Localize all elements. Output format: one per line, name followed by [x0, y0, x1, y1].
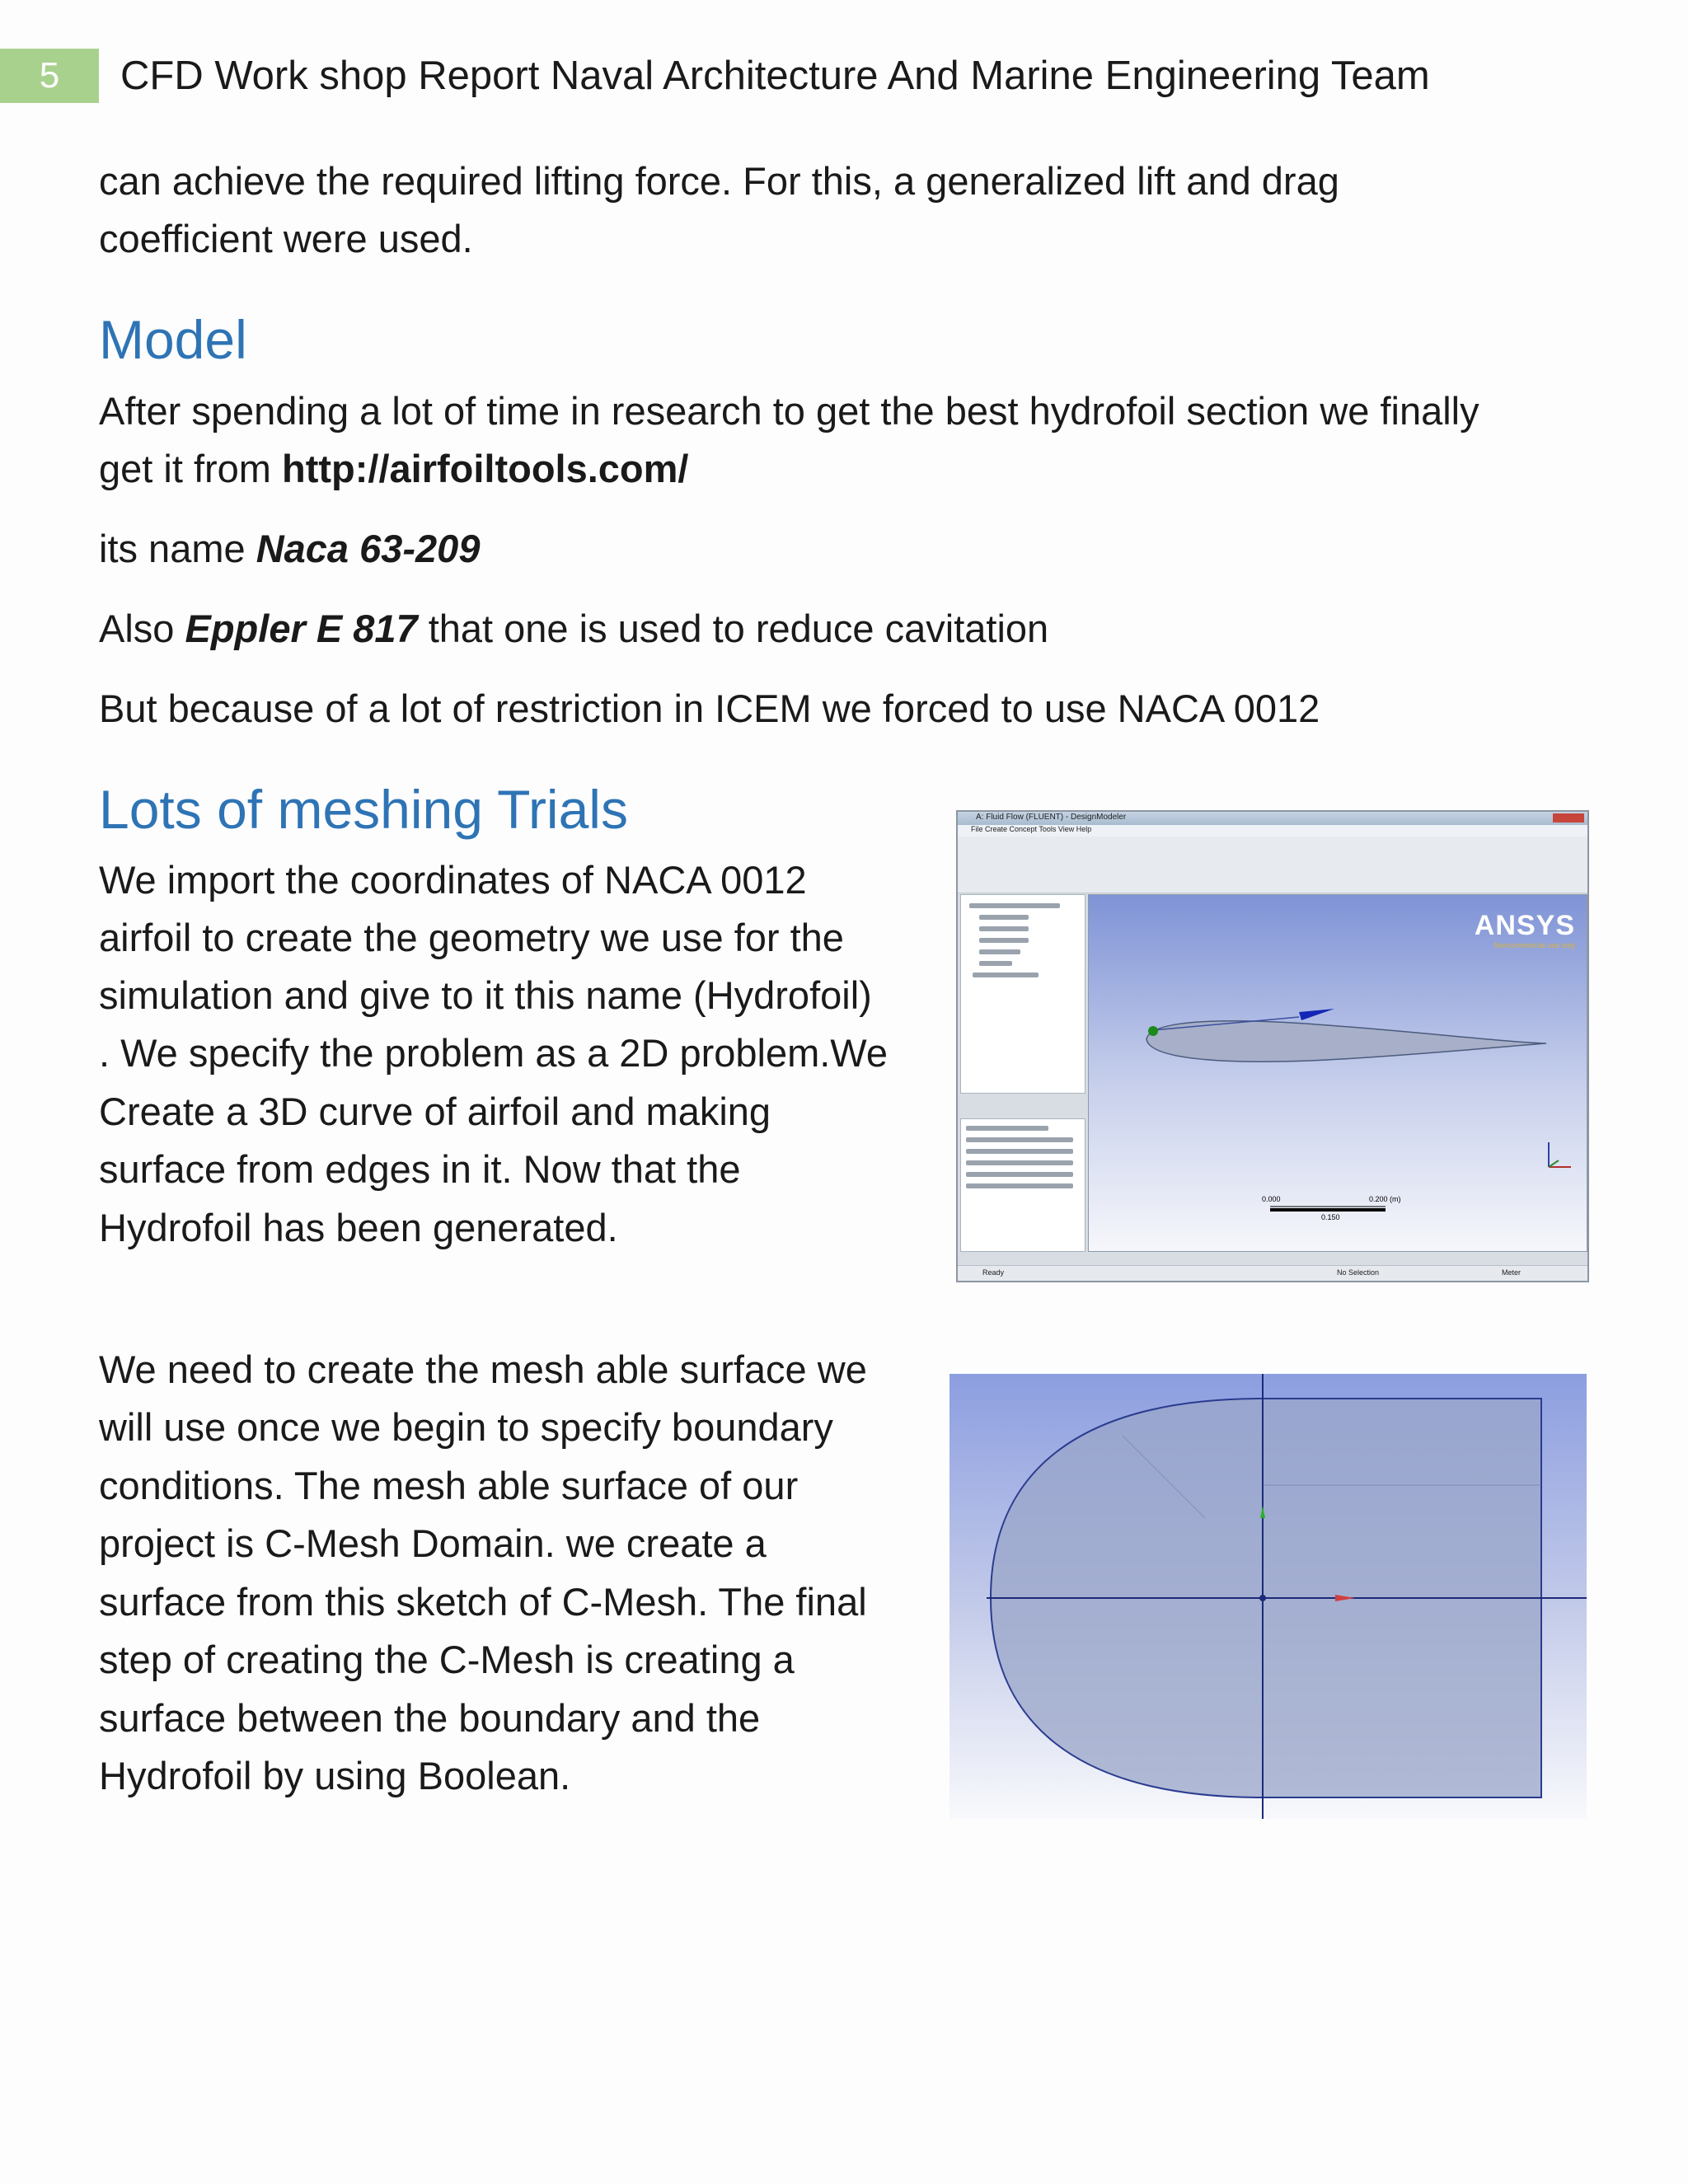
dm-window-title: A: Fluid Flow (FLUENT) - DesignModeler [976, 813, 1127, 822]
dm-statusbar [958, 1265, 1587, 1281]
dm-toolbar-1 [958, 837, 1587, 849]
model-name-line [99, 520, 480, 578]
status-units: Meter [1502, 1268, 1522, 1277]
dm-toolbar-3 [958, 860, 1587, 872]
model-line-1: After spending a lot of time in research to get the best hydrofoil section we finally [99, 389, 1479, 433]
meshing-p1-line: . We specify the problem as a 2D problem.We [99, 1031, 888, 1075]
model-name-value: Naca 63-209 [256, 527, 481, 570]
meshing-heading: Lots of meshing Trials [99, 779, 628, 840]
scale-mid-label: 0.150 [1321, 1213, 1340, 1221]
ansys-logo-subtitle: Noncommercial use only [1493, 941, 1575, 949]
close-icon [1553, 813, 1584, 823]
intro-line-1: can achieve the required lifting force. For this, a generalized lift and drag [99, 159, 1339, 203]
meshing-p1-line: surface from edges in it. Now that the [99, 1147, 741, 1191]
model-restriction-line: But because of a lot of restriction in ICEM we forced to use NACA 0012 [99, 687, 1320, 730]
c-mesh-sketch [950, 1374, 1587, 1819]
model-also-suffix: that one is used to reduce cavitation [417, 607, 1049, 650]
model-also-prefix: Also [99, 607, 185, 650]
meshing-p1-line: Create a 3D curve of airfoil and making [99, 1090, 771, 1133]
model-line-2 [99, 440, 689, 498]
dm-toolbar-2 [958, 848, 1587, 860]
model-name-prefix: its name [99, 527, 256, 570]
dm-titlebar [958, 812, 1587, 825]
meshing-p2-line: will use once we begin to specify boundary [99, 1405, 833, 1449]
c-mesh-origin [1259, 1595, 1266, 1601]
designmodeler-screenshot [956, 810, 1589, 1282]
origin-point [1148, 1026, 1158, 1036]
dm-details-view [960, 1118, 1085, 1252]
meshing-p1-line: simulation and give to it this name (Hydrofoil) [99, 973, 872, 1017]
meshing-p2-line: surface from this sketch of C-Mesh. The final [99, 1580, 867, 1624]
model-line-2-prefix: get it from [99, 447, 283, 490]
dm-menubar [958, 825, 1587, 837]
scale-left-label: 0.000 [1262, 1195, 1281, 1203]
scale-right-label: 0.200 (m) [1369, 1195, 1401, 1203]
header-title: CFD Work shop Report Naval Architecture And Marine Engineering Team [120, 54, 1430, 98]
meshing-p1-line: airfoil to create the geometry we use for the [99, 916, 844, 959]
dm-tree-outline [960, 894, 1085, 1094]
hydrofoil-shape [1146, 1021, 1546, 1062]
meshing-p1-line: We import the coordinates of NACA 0012 [99, 858, 807, 902]
meshing-p2-line: surface between the boundary and the [99, 1696, 761, 1740]
model-also-line [99, 600, 1048, 658]
page-number: 5 [0, 49, 99, 103]
meshing-p1-line: Hydrofoil has been generated. [99, 1206, 618, 1249]
meshing-p2-line: step of creating the C-Mesh is creating a [99, 1638, 795, 1681]
meshing-p2-line: conditions. The mesh able surface of our [99, 1464, 799, 1507]
dm-graphics-viewport [1088, 894, 1587, 1252]
status-ready: Ready [982, 1268, 1005, 1277]
status-selection: No Selection [1337, 1268, 1380, 1277]
dm-menu-items: File Create Concept Tools View Help [971, 825, 1092, 833]
ansys-logo: ANSYS [1474, 910, 1575, 941]
model-also-value: Eppler E 817 [185, 607, 418, 650]
blue-arrow-head [1299, 1009, 1334, 1020]
dm-toolbar-4 [958, 871, 1587, 893]
meshing-p2-line: We need to create the mesh able surface we [99, 1347, 867, 1391]
meshing-p2-line: Hydrofoil by using Boolean. [99, 1754, 571, 1797]
intro-line-2: coefficient were used. [99, 217, 473, 260]
hydrofoil-drawing [1089, 895, 1587, 1251]
meshing-p2-line: project is C-Mesh Domain. we create a [99, 1521, 767, 1565]
model-heading: Model [99, 309, 247, 370]
airfoiltools-url[interactable]: http://airfoiltools.com/ [282, 447, 689, 490]
